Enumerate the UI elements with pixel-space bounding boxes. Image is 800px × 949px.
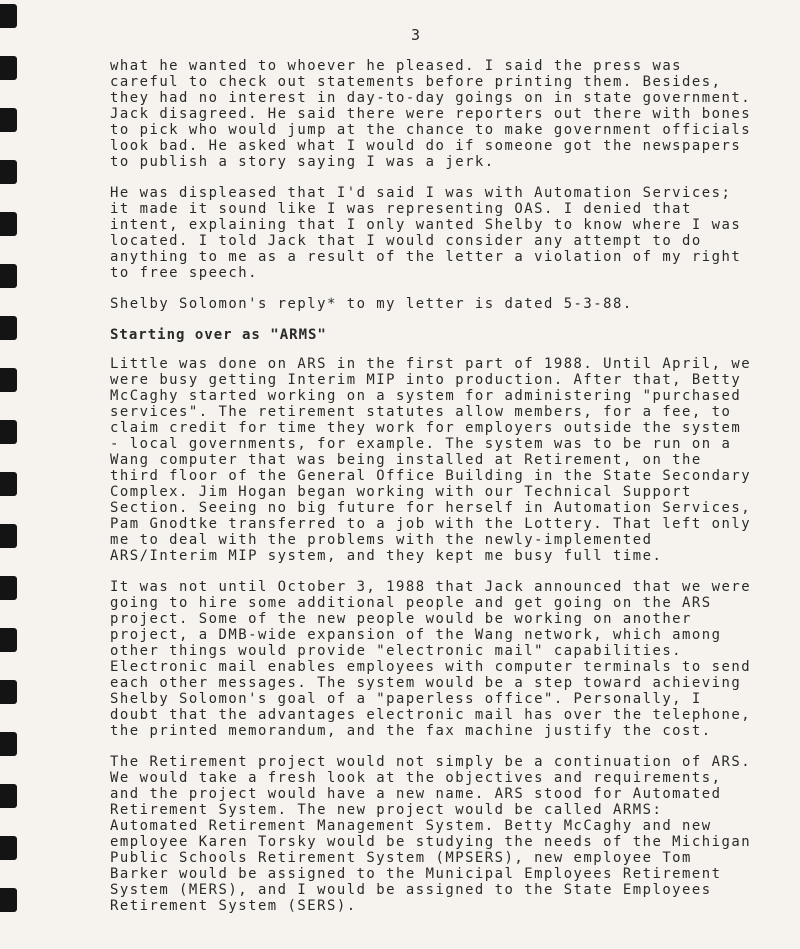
binding-hole	[0, 732, 17, 756]
paragraph: what he wanted to whoever he pleased. I said the press was careful to check out statements before printing them. Besides, they had no interest in day-to-day goings on in state government. Jack disagreed. He said there were reporters out there with bones to pick who would jump at the chance to make government officials look bad. He asked what I would do if someone got the newspapers to publish a story saying I was a jerk.	[110, 58, 752, 170]
binding-hole	[0, 680, 17, 704]
paragraph: Little was done on ARS in the first part of 1988. Until April, we were busy getting Interim MIP into production. After that, Betty McCaghy started working on a system for administering "purchased services". The retirement statutes allow members, for a fee, to claim credit for time they work for employers outside the system - local governments, for example. The system was to be run on a Wang computer that was being installed at Retirement, on the third floor of the General Office Building in the State Secondary Complex. Jim Hogan began working with our Technical Support Section. Seeing no big future for herself in Automation Services, Pam Gnodtke transferred to a job with the Lottery. That left only me to deal with the problems with the newly-implemented ARS/Interim MIP system, and they kept me busy full time.	[110, 356, 752, 564]
binding-hole	[0, 420, 17, 444]
binding-hole	[0, 264, 17, 288]
binding-hole	[0, 836, 17, 860]
binding-hole	[0, 368, 17, 392]
document-body	[110, 58, 750, 929]
binding-hole	[0, 888, 17, 912]
binding-hole	[0, 56, 17, 80]
paragraph: Shelby Solomon's reply* to my letter is dated 5-3-88.	[110, 296, 633, 312]
binding-holes	[0, 0, 22, 949]
page-number: 3	[410, 26, 422, 44]
paragraph: The Retirement project would not simply be a continuation of ARS. We would take a fresh look at the objectives and requirements, and the project would have a new name. ARS stood for Automated Retirement System. The new project would be called ARMS: Automated Retirement Management System. Betty McCaghy and new employee Karen Torsky would be studying the needs of the Michigan Public Schools Retirement System (MPSERS), new employee Tom Barker would be assigned to the Municipal Employees Retirement System (MERS), and I would be assigned to the State Employees Retirement System (SERS).	[110, 754, 752, 914]
binding-hole	[0, 784, 17, 808]
binding-hole	[0, 212, 17, 236]
binding-hole	[0, 472, 17, 496]
binding-hole	[0, 108, 17, 132]
binding-hole	[0, 316, 17, 340]
binding-hole	[0, 4, 17, 28]
binding-hole	[0, 628, 17, 652]
paragraph: He was displeased that I'd said I was with Automation Services; it made it sound like I was representing OAS. I denied that intent, explaining that I only wanted Shelby to know where I was located. I told Jack that I would consider any attempt to do anything to me as a result of the letter a violation of my right to free speech.	[110, 185, 742, 281]
binding-hole	[0, 524, 17, 548]
binding-hole	[0, 160, 17, 184]
section-heading: Starting over as "ARMS"	[110, 327, 327, 343]
paragraph: It was not until October 3, 1988 that Jack announced that we were going to hire some additional people and get going on the ARS project. Some of the new people would be working on another project, a DMB-wide expansion of the Wang network, which among other things would provide "electronic mail" capabilities. Electronic mail enables employees with computer terminals to send each other messages. The system would be a step toward achieving Shelby Solomon's goal of a "paperless office". Personally, I doubt that the advantages electronic mail has over the telephone, the printed memorandum, and the fax machine justify the cost.	[110, 579, 752, 739]
binding-hole	[0, 576, 17, 600]
